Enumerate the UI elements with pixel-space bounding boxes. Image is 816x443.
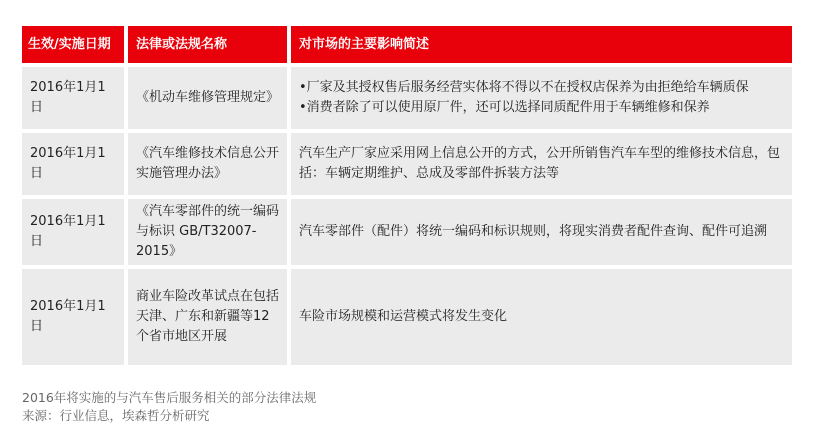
caption-title: 2016年将实施的与汽车售后服务相关的部分法律法规 <box>22 390 317 405</box>
table-header-row <box>22 26 792 63</box>
row-impact <box>291 67 792 129</box>
row-law-name: 《机动车维修管理规定》 <box>128 67 287 129</box>
caption-source: 来源：行业信息，埃森哲分析研究 <box>22 408 210 423</box>
table-row <box>22 67 792 129</box>
header-law-name: 法律或法规名称 <box>128 26 287 63</box>
table-row <box>22 199 792 265</box>
row-impact: 汽车零部件（配件）将统一编码和标识规则，将现实消费者配件查询、配件可追溯 <box>291 199 792 265</box>
row-date: 2016年1月1日 <box>22 269 124 365</box>
row-impact: 车险市场规模和运营模式将发生变化 <box>291 269 792 365</box>
row-date: 2016年1月1日 <box>22 67 124 129</box>
header-impact: 对市场的主要影响简述 <box>291 26 792 63</box>
impact-bullet-list <box>299 78 749 118</box>
row-law-name: 《汽车维修技术信息公开实施管理办法》 <box>128 133 287 195</box>
header-date: 生效/实施日期 <box>22 26 124 63</box>
table-caption <box>22 389 316 425</box>
table-row <box>22 133 792 195</box>
row-date: 2016年1月1日 <box>22 199 124 265</box>
row-impact: 汽车生产厂家应采用网上信息公开的方式，公开所销售汽车车型的维修技术信息，包括：车辆定期维护、总成及零部件拆装方法等 <box>291 133 792 195</box>
row-law-name: 商业车险改革试点在包括天津、广东和新疆等12个省市地区开展 <box>128 269 287 365</box>
row-date: 2016年1月1日 <box>22 133 124 195</box>
impact-bullet: •消费者除了可以使用原厂件，还可以选择同质配件用于车辆维修和保养 <box>299 100 710 115</box>
impact-bullet: •厂家及其授权售后服务经营实体将不得以不在授权店保养为由拒绝给车辆质保 <box>299 80 749 95</box>
row-law-name: 《汽车零部件的统一编码与标识 GB/T32007-2015》 <box>128 199 287 265</box>
regulations-table <box>22 26 792 369</box>
table-row <box>22 269 792 365</box>
